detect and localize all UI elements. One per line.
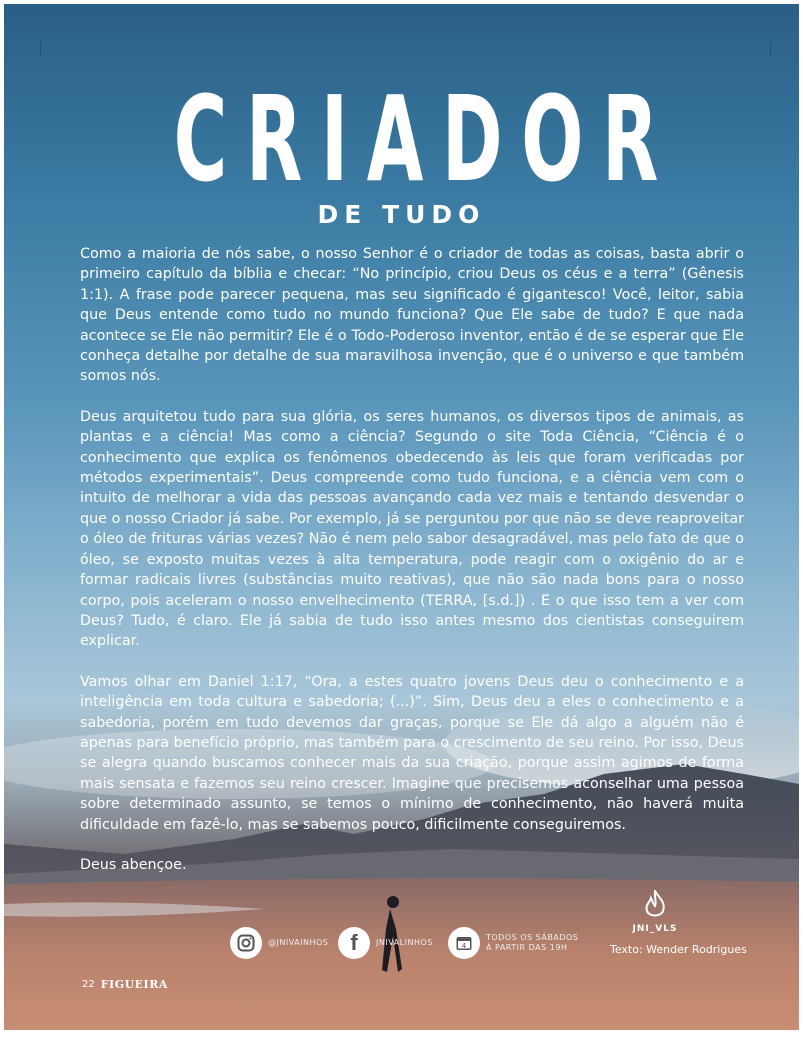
crop-mark [756,42,771,56]
jni-logo [610,890,750,934]
schedule-line-2: À PARTIR DAS 19H [486,943,568,952]
page-subtitle: DE TUDO [317,200,486,229]
paragraph: Vamos olhar em Daniel 1:17, “Ora, a estes quatro jovens Deus deu o conhecimento e a inteligência em toda cultura e sabedoria; (...)”. Sim, Deus deu a eles o conhecimento e a sabedoria, porém em tudo devemos dar graças, porque se Ele dá algo a alguém não é apenas para benefício próprio, mas também para o crescimento de seu reino. Por isso, Deus se alegra quando buscamos conhecer mais da sua criação, porque assim agimos de forma mais sensata e fazemos seu reino crescer. Imagine que precisemos aconselhar uma pessoa sobre determinado assunto, se temos o mínimo de conhecimento, não haverá muita dificuldade em fazê-lo, mas se sabemos pouco, dificilmente conseguiremos. [80,673,744,833]
paragraph: Deus abençoe. [80,856,187,873]
schedule-info [448,923,578,963]
paragraph: Como a maioria de nós sabe, o nosso Senhor é o criador de todas as coisas, basta abrir o primeiro capítulo da bíblia e checar: “No princípio, criou Deus os céus e a terra” (Gênesis 1:1). A frase pode parecer pequena, mas seu significado é gigantesco! Você, leitor, sabia que Deus entende como tudo no mundo funciona? Que Ele sabe de tudo? E que nada acontece se Ele não permitir? Ele é o Todo-Poderoso inventor, então é de se esperar que Ele conheça detalhe por detalhe de sua maravilhosa invenção, que é o universo e que também somos nós. [80,246,744,385]
calendar-icon [448,927,480,959]
facebook-icon: f [338,927,370,959]
facebook-link[interactable] [338,923,433,963]
page-number: 22 [82,979,95,990]
schedule-text [486,933,578,953]
logo-name: JNI_VLS [632,924,678,934]
page-title: CRIADOR [173,70,677,208]
crop-mark [40,42,55,56]
instagram-handle: @JNIVAINHOS [268,938,329,947]
facebook-handle: JNIVALINHOS [376,938,433,947]
magazine-name: FIGUEIRA [100,978,168,991]
instagram-link[interactable] [230,923,328,963]
article-body [80,244,744,895]
magazine-page [4,4,799,1030]
schedule-line-1: TODOS OS SÁBADOS [486,933,579,942]
page-footer [82,978,168,991]
author-credit: Texto: Wender Rodrigues [610,943,747,956]
paragraph: Deus arquitetou tudo para sua glória, os seres humanos, os diversos tipos de animais, as plantas e a ciência! Mas como a ciência? Segundo o site Toda Ciência, “Ciência é o conhecimento que explica os fenômenos obedecendo às leis que foram verificadas por métodos experimentais”. Deus compreende como tudo funciona, e a ciência vem com o intuito de melhorar a vida das pessoas avançando cada vez mais e tentando desvendar o que o nosso Criador já sabe. Por exemplo, já se perguntou por que não se deve reaproveitar o óleo de frituras várias vezes? Não é nem pelo sabor desagradável, mas pelo fato de que o óleo, se exposto muitas vezes à alta temperatura, pode reagir com o oxigênio do ar e formar radicais livres (substâncias muito reativas), que não são nada bons para o nosso corpo, pois aceleram o nosso envelhecimento (TERRA, [s.d.]) . E o que isso tem a ver com Deus? Tudo, é claro. Ele já sabia de tudo isso antes mesmo dos cientistas conseguirem explicar. [80,408,744,650]
flame-icon [641,890,669,920]
instagram-icon [230,927,262,959]
calendar-day: 4 [461,942,467,950]
